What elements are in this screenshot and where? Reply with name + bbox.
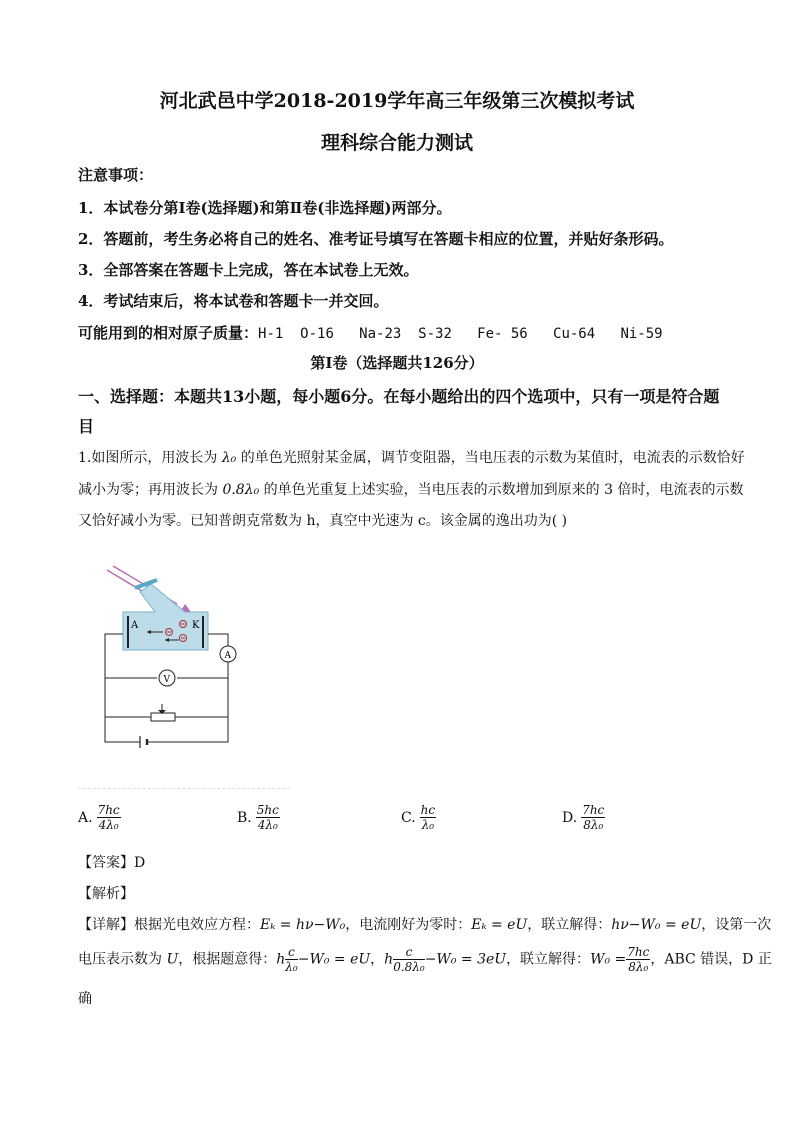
question-line: 又恰好减小为零。已知普朗克常数为 h，真空中光速为 c。该金属的逸出功为( ) bbox=[78, 513, 568, 529]
atomic-mass-values: H-1 O-16 Na-23 S-32 Fe- 56 Cu-64 Ni-59 bbox=[258, 326, 663, 342]
section-instruction-cont: 目 bbox=[78, 417, 95, 436]
detail-line: 电压表示数为 U，根据题意得：h $\frac{c}{\text{λ₀}}$ −W₀ = eU，h $\frac{c}{\text{0.8λ₀}}$ −W₀ = 3eU，联立解得：W₀ = $\frac{7hc}{\text{8λ₀}}$ ，ABC 错误，D 正 bbox=[78, 945, 772, 974]
detail-label: 【详解】 bbox=[78, 917, 134, 933]
voltmeter-label: V bbox=[163, 675, 170, 685]
notice-item: 4．考试结束后，将本试卷和答题卡一并交回。 bbox=[78, 292, 389, 310]
photoelectric-circuit-figure bbox=[95, 562, 295, 752]
detail-line: 【详解】根据光电效应方程：Eₖ = hν−W₀，电流刚好为零时：Eₖ = eU，联立解得：hν−W₀ = eU，设第一次 bbox=[78, 917, 772, 933]
cathode-label: K bbox=[192, 620, 200, 631]
question-line: 减小为零；再用波长为 0.8λ₀ 的单色光重复上述实验，当电压表的示数增加到原来的 3 倍时，电流表的示数 bbox=[78, 482, 744, 498]
atomic-mass-line bbox=[78, 322, 663, 343]
option-a: A. $\frac{7hc}{\text{4λ₀}}$ bbox=[78, 803, 120, 832]
anode-label: A bbox=[131, 620, 139, 631]
answer-line bbox=[78, 852, 145, 872]
answer-value: D bbox=[134, 855, 146, 871]
figure-divider bbox=[78, 788, 290, 789]
notice-item: 3．全部答案在答题卡上完成，答在本试卷上无效。 bbox=[78, 261, 419, 279]
atomic-mass-label: 可能用到的相对原子质量： bbox=[78, 324, 259, 342]
notice-item: 2．答题前，考生务必将自己的姓名、准考证号填写在答题卡相应的位置，并贴好条形码。 bbox=[78, 230, 674, 248]
detail-line-end: 确 bbox=[78, 991, 92, 1007]
section-title: 第Ⅰ卷（选择题共126分） bbox=[310, 354, 484, 372]
section-instruction: 一、选择题：本题共13小题，每小题6分。在每小题给出的四个选项中，只有一项是符合题 bbox=[78, 387, 720, 406]
option-c: C. $\frac{hc}{\text{λ₀}}$ bbox=[401, 803, 436, 832]
option-d: D. $\frac{7hc}{\text{8λ₀}}$ bbox=[562, 803, 605, 832]
analysis-label: 【解析】 bbox=[78, 886, 134, 902]
answer-label: 【答案】 bbox=[78, 855, 134, 871]
rheostat-icon bbox=[151, 713, 175, 721]
notice-item: 1．本试卷分第Ⅰ卷(选择题)和第Ⅱ卷(非选择题)两部分。 bbox=[78, 199, 452, 217]
question-line: 1.如图所示，用波长为 λ₀ 的单色光照射某金属，调节变阻器，当电压表的示数为某值时，电流表的示数恰好 bbox=[78, 450, 745, 466]
exam-title: 河北武邑中学2018-2019学年高三年级第三次模拟考试 bbox=[159, 90, 635, 112]
notice-heading: 注意事项： bbox=[78, 166, 154, 184]
exam-subtitle: 理科综合能力测试 bbox=[320, 132, 473, 154]
option-b: B. $\frac{5hc}{\text{4λ₀}}$ bbox=[237, 803, 279, 832]
ammeter-label: A bbox=[224, 651, 231, 661]
